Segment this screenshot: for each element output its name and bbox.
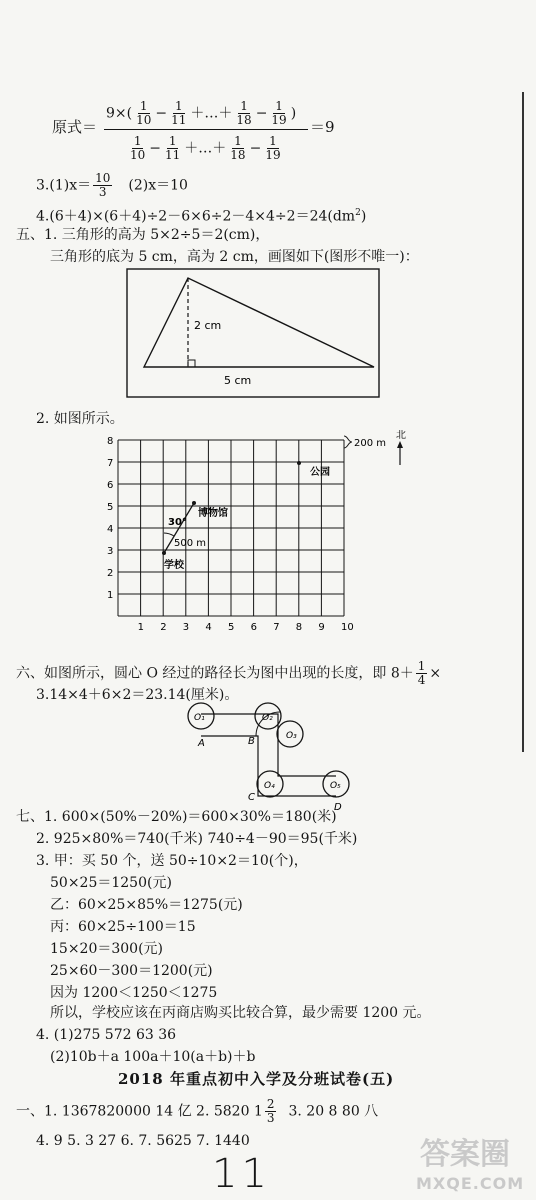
x-tick-label: 5 xyxy=(228,622,235,633)
museum-point xyxy=(192,501,196,505)
s7-line-9: 所以，学校应该在丙商店购买比较合算，最少需要 1200 元。 xyxy=(50,1005,431,1021)
formula-main-bar xyxy=(104,129,308,130)
op: − xyxy=(249,140,262,157)
op: ) xyxy=(290,105,297,122)
y-tick-label: 4 xyxy=(107,524,114,535)
x-tick-label: 1 xyxy=(137,622,144,633)
right-angle-mark xyxy=(188,360,195,367)
triangle xyxy=(144,278,374,367)
formula-num-lead: 9×( xyxy=(106,105,133,122)
label-a: A xyxy=(198,738,205,749)
label-d: D xyxy=(334,802,342,813)
x-tick-label: 6 xyxy=(250,622,257,633)
s1-line2: 4. 9 5. 3 27 6. 7. 5625 7. 1440 xyxy=(36,1133,250,1149)
op: − xyxy=(149,140,162,157)
frac: $\frac{1}{10}$ xyxy=(136,99,152,127)
x-tick-label: 2 xyxy=(160,622,167,633)
frac: $\frac{1}{10}$ xyxy=(130,134,146,162)
s7-line-4: 乙：60×25×85%＝1275(元) xyxy=(50,897,243,913)
s7-line-5: 丙：60×25÷100＝15 xyxy=(50,919,196,935)
frac: $\frac{1}{4}$ xyxy=(417,659,426,687)
s6-line1: 六、如图所示，圆心 O 经过的路径长为图中出现的长度，即 8＋ $\frac{1}{4}$ × xyxy=(16,659,442,687)
s6-line2: 3.14×4＋6×2＝23.14(厘米)。 xyxy=(36,687,239,703)
s5-q2: 2. 如图所示。 xyxy=(36,411,124,427)
frac: $\frac{1}{11}$ xyxy=(165,134,181,162)
scale-bracket xyxy=(344,436,352,448)
y-tick-label: 1 xyxy=(107,590,114,601)
y-tick-label: 7 xyxy=(107,458,114,469)
s7-line-8: 因为 1200＜1250＜1275 xyxy=(50,985,218,1001)
x-tick-label: 7 xyxy=(273,622,280,633)
formula-result: ＝9 xyxy=(310,118,335,136)
op: − xyxy=(255,105,268,122)
path-upper xyxy=(201,714,336,776)
s7-line-3: 50×25＝1250(元) xyxy=(50,875,172,891)
op: − xyxy=(155,105,168,122)
label-o1: O₁ xyxy=(194,713,205,723)
label-c: C xyxy=(248,792,255,803)
park-label: 公园 xyxy=(310,467,330,478)
y-tick-label: 8 xyxy=(107,436,114,447)
label-o5: O₅ xyxy=(330,781,341,791)
x-tick-label: 9 xyxy=(318,622,325,633)
frac: $\frac{2}{3}$ xyxy=(266,1097,275,1125)
label-o2: O₂ xyxy=(262,713,273,723)
op: ＋…＋ xyxy=(190,105,233,122)
s5-line1: 五、1. 三角形的高为 5×2÷5＝2(cm)， xyxy=(16,227,270,243)
school-label: 学校 xyxy=(164,560,184,571)
s5-line2: 三角形的底为 5 cm，高为 2 cm，画图如下(图形不唯一)： xyxy=(50,249,419,265)
x-tick-label: 10 xyxy=(341,622,354,633)
circle-path-figure xyxy=(186,698,366,818)
margin-rule xyxy=(522,92,524,752)
s7-line-11: (2)10b＋a 100a＋10(a＋b)＋b xyxy=(50,1049,256,1065)
frac: $\frac{1}{11}$ xyxy=(171,99,187,127)
museum-label: 博物馆 xyxy=(198,508,228,519)
y-tick-label: 2 xyxy=(107,568,114,579)
watermark-url: MXQE.COM xyxy=(416,1174,525,1193)
frac: $\frac{1}{18}$ xyxy=(236,99,252,127)
y-tick-label: 6 xyxy=(107,480,114,491)
formula-numerator xyxy=(106,100,296,127)
formula-denominator xyxy=(126,135,285,162)
triangle-figure xyxy=(126,268,382,400)
angle-label: 30° xyxy=(168,517,187,528)
formula-prefix: 原式＝ xyxy=(52,118,98,136)
s7-line-0: 七、1. 600×(50%－20%)＝600×30%＝180(米) xyxy=(16,809,337,825)
frac: $\frac{1}{18}$ xyxy=(230,134,246,162)
q3-label: 3.(1)x＝ xyxy=(36,177,92,194)
op: ＋…＋ xyxy=(184,140,227,157)
x-tick-label: 3 xyxy=(182,622,190,633)
y-tick-label: 3 xyxy=(107,546,114,557)
exam-title: 2018 年重点初中入学及分班试卷(五) xyxy=(118,1070,395,1088)
grid-map xyxy=(106,430,416,644)
x-tick-label: 4 xyxy=(205,622,212,633)
y-tick-label: 5 xyxy=(107,502,114,513)
school-point xyxy=(162,551,166,555)
north-label: 北 xyxy=(396,430,406,441)
s7-line-10: 4. (1)275 572 63 36 xyxy=(36,1027,177,1043)
q3-line xyxy=(36,172,188,199)
north-arrowhead xyxy=(397,441,403,448)
q4-line: $4.(6+4)\times(6+4)\div 2-6\times 6\div 2-4\times 4\div 2=24(dm^2)$ xyxy=(36,208,367,225)
label-o3: O₃ xyxy=(286,731,297,741)
park-point xyxy=(297,461,301,465)
handwritten-number: 11 xyxy=(212,1151,271,1197)
grid-ticks xyxy=(107,436,354,633)
s7-line-7: 25×60－300＝1200(元) xyxy=(50,963,213,979)
frac: $\frac{10}{3}$ xyxy=(95,171,111,199)
s7-line-2: 3. 甲：买 50 个，送 50÷10×2＝10(个)， xyxy=(36,853,308,869)
label-b: B xyxy=(248,736,255,747)
q3-part2: (2)x＝10 xyxy=(128,177,188,194)
scale-label: 200 m xyxy=(354,438,387,449)
distance-label: 500 m xyxy=(174,538,207,549)
frac: $\frac{1}{19}$ xyxy=(271,99,287,127)
frac: $\frac{1}{19}$ xyxy=(265,134,281,162)
label-o4: O₄ xyxy=(264,781,275,791)
s1-line1: 一、1. 1367820000 14 亿 2. 5820 1 $\frac{2}{3}$ 3. 20 8 80 八 xyxy=(16,1097,379,1125)
angle-arc xyxy=(164,533,174,536)
s7-line-1: 2. 925×80%＝740(千米) 740÷4－90＝95(千米) xyxy=(36,831,358,847)
watermark-logo: 答案圈 xyxy=(420,1137,510,1172)
figure-frame xyxy=(127,269,379,397)
x-tick-label: 8 xyxy=(295,622,303,633)
base-label: 5 cm xyxy=(224,374,252,387)
s7-line-6: 15×20＝300(元) xyxy=(50,941,164,957)
height-label: 2 cm xyxy=(194,319,222,332)
